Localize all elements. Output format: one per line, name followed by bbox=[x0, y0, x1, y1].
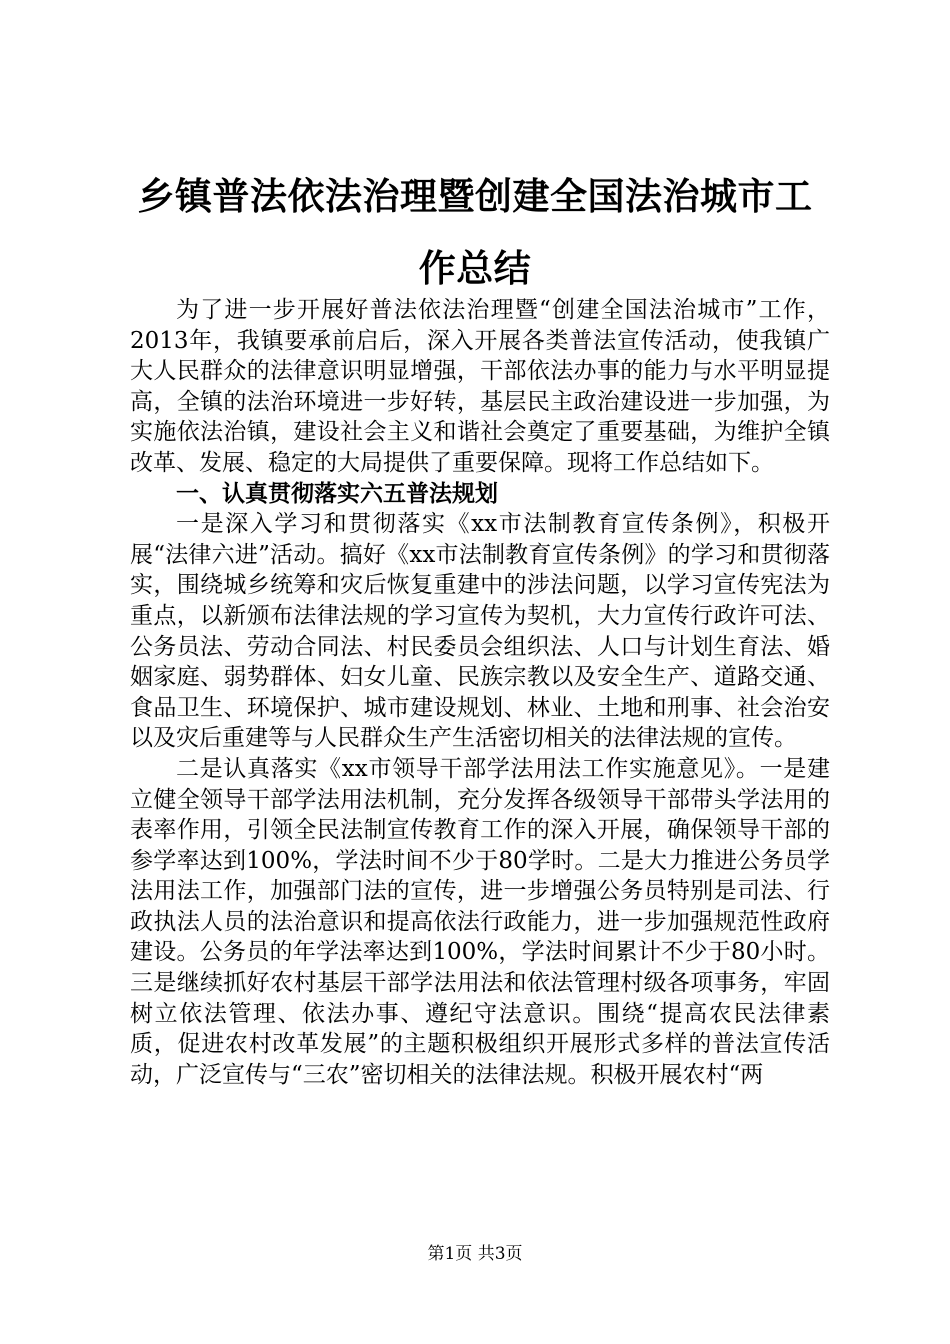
page-footer: 第1页 共3页 bbox=[427, 1244, 523, 1264]
paragraph-item-2: 二是认真落实《xx市领导干部学法用法工作实施意见》。一是建立健全领导干部学法用法机制，充分发挥各级领导干部带头学法用的表率作用，引领全民法制宣传教育工作的深入开展，确保领导干部的参学率达到100%，学法时间不少于80学时。二是大力推进公务员学法用法工作，加强部门法的宣传，进一步增强公务员特别是司法、行政执法人员的法治意识和提高依法行政能力，进一步加强规范性政府建设。公务员的年学法率达到100%，学法时间累计不少于80小时。三是继续抓好农村基层干部学法用法和依法管理村级各项事务，牢固树立依法管理、依法办事、遵纪守法意识。围绕“提高农民法律素质，促进农村改革发展”的主题积极组织开展形式多样的普法宣传活动，广泛宣传与“三农”密切相关的法律法规。积极开展农村“两 bbox=[130, 755, 830, 1088]
document-body bbox=[130, 295, 830, 1090]
paragraph-item-1: 一是深入学习和贯彻落实《xx市法制教育宣传条例》，积极开展“法律六进”活动。搞好《xx市法制教育宣传条例》的学习和贯彻落实，围绕城乡统筹和灾后恢复重建中的涉法问题，以学习宣传宪法为重点，以新颁布法律法规的学习宣传为契机，大力宣传行政许可法、公务员法、劳动合同法、村民委员会组织法、人口与计划生育法、婚姻家庭、弱势群体、妇女儿童、民族宗教以及安全生产、道路交通、食品卫生、环境保护、城市建设规划、林业、土地和刑事、社会治安以及灾后重建等与人民群众生产生活密切相关的法律法规的宣传。 bbox=[130, 511, 830, 752]
section-heading-1: 一、认真贯彻落实六五普法规划 bbox=[176, 479, 498, 507]
intro-paragraph: 为了进一步开展好普法依法治理暨“创建全国法治城市”工作，2013年，我镇要承前启后，深入开展各类普法宣传活动，使我镇广大人民群众的法律意识明显增强，干部依法办事的能力与水平明显提高，全镇的法治环境进一步好转，基层民主政治建设进一步加强，为实施依法治镇，建设社会主义和谐社会奠定了重要基础，为维护全镇改革、发展、稳定的大局提供了重要保障。现将工作总结如下。 bbox=[130, 297, 830, 476]
document-title: 乡镇普法依法治理暨创建全国法治城市工作总结 bbox=[137, 174, 813, 290]
